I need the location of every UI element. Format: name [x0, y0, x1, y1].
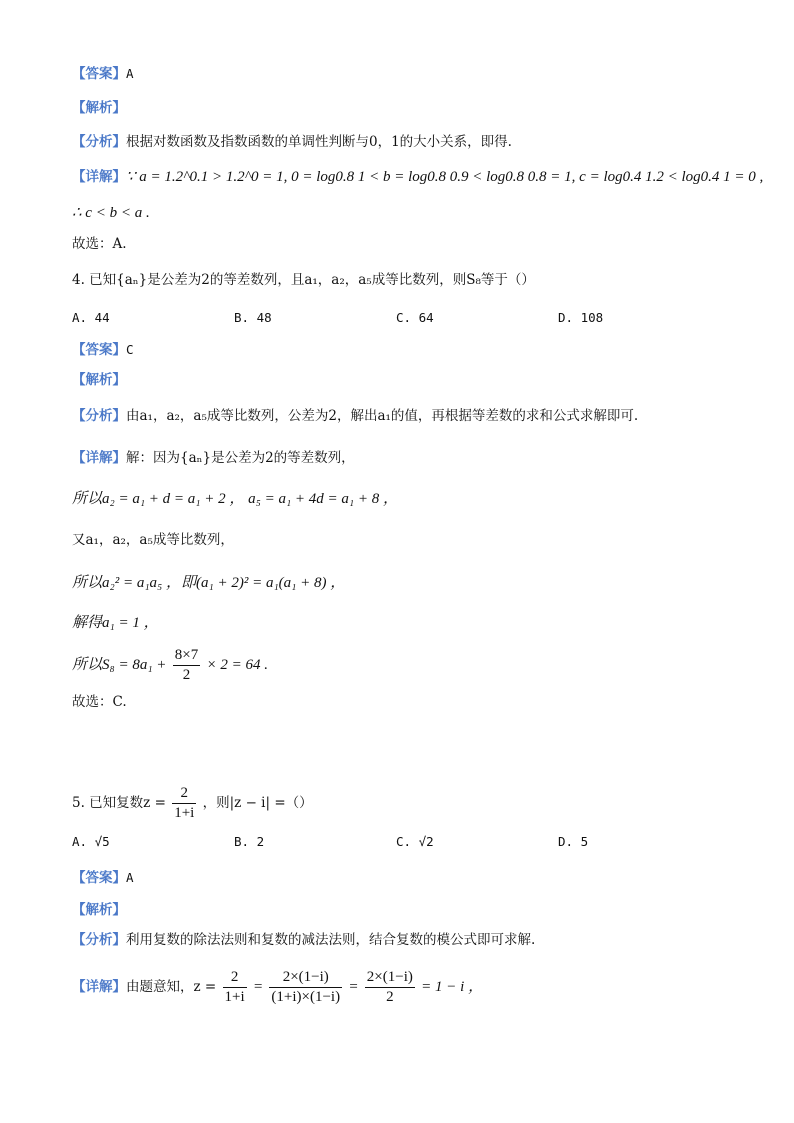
q4-xiangjie: 【详解】解：因为{aₙ}是公差为2的等差数列，: [72, 450, 355, 466]
q4-step-1: 所以a₂ = a₁ + d = a₁ + 2 ， a₅ = a₁ + 4d = a₁ + 8 ，: [72, 491, 399, 507]
fraction: $\frac{2\times(1-i)}{(1+i)\times(1-i)}$: [271, 969, 341, 1005]
fraction: $\frac{8\times 7}{2}$: [174, 647, 199, 683]
q5-stem: 5. 已知复数z = $\frac{2}{1+i}$ ，则|z − i| =（）: [72, 785, 313, 821]
answer-value: A: [126, 870, 134, 885]
q5-fenxi: 【分析】利用复数的除法法则和复数的减法法则，结合复数的模公式即可求解.: [72, 932, 536, 948]
q4-step-3: 所以a₂² = a₁a₅ ，即(a₁ + 2)² = a₁(a₁ + 8) ，: [72, 575, 346, 591]
q5-xiangjie: 【详解】由题意知，z = $\frac{2}{1+i}$ = $\frac{2\times(1-i)}{(1+i)\times(1-i)}$ = $\frac{2\times(1-i)}{2}$ = 1 − i ，: [72, 969, 484, 1005]
q4-stem: 4. 已知{aₙ}是公差为2的等差数列，且a₁，a₂，a₅成等比数列，则S₈等于（）: [72, 272, 535, 288]
answer-value: A: [126, 66, 134, 81]
q4-option-a: A. 44: [72, 310, 110, 325]
fenxi-tag: 【分析】: [72, 134, 126, 150]
q3-choose: 故选：A.: [72, 236, 127, 252]
fraction: $\frac{2}{1+i}$: [174, 785, 195, 821]
fraction: $\frac{2\times(1-i)}{2}$: [366, 969, 413, 1005]
q3-answer-line: [72, 66, 134, 83]
q4-option-d: D. 108: [558, 310, 604, 325]
q4-option-c: C. 64: [396, 310, 434, 325]
q4-answer-line: 【答案】C: [72, 342, 134, 358]
q4-option-b: B. 48: [234, 310, 272, 325]
answer-tag: 【答案】: [72, 66, 126, 82]
q5-option-c: C. √2: [396, 834, 434, 849]
q5-answer-line: 【答案】A: [72, 870, 134, 886]
jiexi-tag: 【解析】: [72, 100, 126, 116]
q3-xiangjie: [72, 168, 763, 187]
q4-jiexi: 【解析】: [72, 372, 126, 388]
q5-option-d: D. 5: [558, 834, 589, 849]
fraction: $\frac{2}{1+i}$: [224, 969, 245, 1005]
q3-jiexi: [72, 100, 126, 117]
q4-step-4: 解得a₁ = 1 ，: [72, 615, 159, 631]
q4-choose: 故选：C.: [72, 694, 127, 710]
q5-option-a: A. √5: [72, 834, 110, 849]
q5-option-b: B. 2: [234, 834, 265, 849]
q3-fenxi: [72, 134, 512, 151]
q5-jiexi: 【解析】: [72, 902, 126, 918]
q4-step-2: 又a₁，a₂，a₅成等比数列，: [72, 532, 234, 548]
q4-step-5: 所以S₈ = 8a₁ + $\frac{8\times 7}{2}$ × 2 = 64 .: [72, 647, 268, 683]
xiangjie-tag: 【详解】: [72, 169, 126, 185]
q3-conclusion: ∴ c < b < a .: [72, 205, 150, 221]
answer-value: C: [126, 342, 134, 357]
fenxi-text: 根据对数函数及指数函数的单调性判断与0，1的大小关系，即得.: [126, 134, 512, 150]
xiangjie-math: ∵ a = 1.2^0.1 > 1.2^0 = 1, 0 = log0.8 1 < b = log0.8 0.9 < log0.8 0.8 = 1, c = log0.4 1.2 < log0.4 1 = 0 ,: [126, 169, 764, 185]
q4-fenxi: 【分析】由a₁，a₂，a₅成等比数列，公差为2，解出a₁的值，再根据等差数的求和公式求解即可.: [72, 408, 639, 424]
